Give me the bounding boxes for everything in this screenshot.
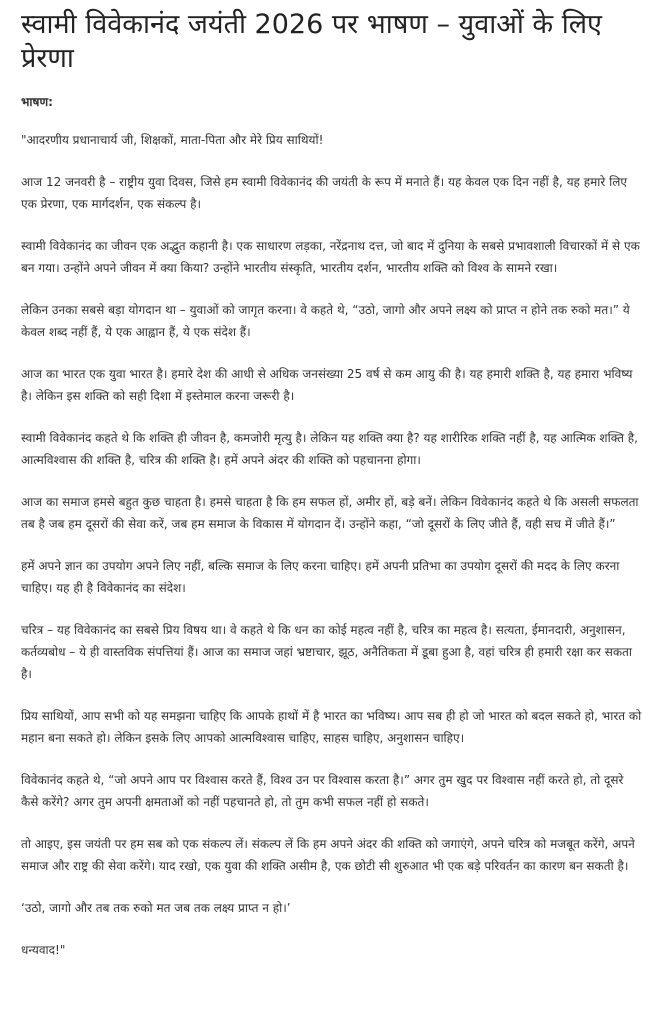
speech-paragraph-12: तो आइए, इस जयंती पर हम सब को एक संकल्प लें। संकल्प लें कि हम अपने अंदर की शक्ति को जगाएंगे, अपने चरित्र को मजबूत करेंगे, अपने समाज और राष्ट्र की सेवा करेंगे। याद रखो, एक युवा की शक्ति असीम है, एक छोटी सी शुरुआत भी एक बड़े परिवर्तन का कारण बन सकती है। xyxy=(21,837,635,873)
speech-paragraph-7: आज का समाज हमसे बहुत कुछ चाहता है। हमसे चाहता है कि हम सफल हों, अमीर हों, बड़े बनें। लेकिन विवेकानंद कहते थे कि असली सफलता तब है जब हम दूसरों की सेवा करें, जब हम समाज के विकास में योगदान दें। उन्होंने कहा, “जो दूसरों के लिए जीते हैं, वही सच में जीते हैं।” xyxy=(21,495,639,531)
speech-paragraph-4: लेकिन उनका सबसे बड़ा योगदान था – युवाओं को जागृत करना। वे कहते थे, “उठो, जागो और अपने लक्ष्य को प्राप्त न होने तक रुको मत।” ये केवल शब्द नहीं हैं, ये एक आह्वान हैं, ये एक संदेश हैं। xyxy=(21,303,630,339)
article xyxy=(0,8,661,961)
speech-paragraph-10: प्रिय साथियों, आप सभी को यह समझना चाहिए कि आपके हाथों में है भारत का भविष्य। आप सब ही हो जो भारत को बदल सकते हो, भारत को महान बना सकते हो। लेकिन इसके लिए आपको आत्मविश्वास चाहिए, साहस चाहिए, अनुशासन चाहिए। xyxy=(21,709,642,745)
speech-paragraph-5: आज का भारत एक युवा भारत है। हमारे देश की आधी से अधिक जनसंख्या 25 वर्ष से कम आयु की है। यह हमारी शक्ति है, यह हमारा भविष्य है। लेकिन इस शक्ति को सही दिशा में इस्तेमाल करना जरूरी है। xyxy=(21,367,633,403)
speech-paragraph-11: विवेकानंद कहते थे, “जो अपने आप पर विश्वास करते हैं, विश्व उन पर विश्वास करता है।” अगर तुम खुद पर विश्वास नहीं करते हो, तो दूसरे कैसे करेंगे? अगर तुम अपनी क्षमताओं को नहीं पहचानते हो, तो तुम कभी सफल नहीं हो सकते। xyxy=(21,773,624,809)
speech-paragraph-8: हमें अपने ज्ञान का उपयोग अपने लिए नहीं, बल्कि समाज के लिए करना चाहिए। हमें अपनी प्रतिभा का उपयोग दूसरों की मदद के लिए करना चाहिए। यह ही है विवेकानंद का संदेश। xyxy=(21,559,620,595)
speech-paragraph-2: आज 12 जनवरी है – राष्ट्रीय युवा दिवस, जिसे हम स्वामी विवेकानंद की जयंती के रूप में मनाते हैं। यह केवल एक दिन नहीं है, यह हमारे लिए एक प्रेरणा, एक मार्गदर्शन, एक संकल्प है। xyxy=(21,175,627,211)
speech-closing: धन्यवाद!" xyxy=(21,943,66,957)
speech-paragraph-1: "आदरणीय प्रधानाचार्य जी, शिक्षकों, माता-पिता और मेरे प्रिय साथियों! xyxy=(21,133,324,147)
speech-paragraph-6: स्वामी विवेकानंद कहते थे कि शक्ति ही जीवन है, कमजोरी मृत्यु है। लेकिन यह शक्ति क्या है? यह शारीरिक शक्ति नहीं है, यह आत्मिक शक्ति है, आत्मविश्वास की शक्ति है, चरित्र की शक्ति है। हमें अपने अंदर की शक्ति को पहचानना होगा। xyxy=(21,431,638,467)
speech-paragraph-13: ‘उठो, जागो और तब तक रुको मत जब तक लक्ष्य प्राप्त न हो।’ xyxy=(21,901,291,915)
speech-paragraph-9: चरित्र – यह विवेकानंद का सबसे प्रिय विषय था। वे कहते थे कि धन का कोई महत्व नहीं है, चरित्र का महत्व है। सत्यता, ईमानदारी, अनुशासन, कर्तव्यबोध – ये ही वास्तविक संपत्तियां हैं। आज का समाज जहां भ्रष्टाचार, झूठ, अनैतिकता में डूबा हुआ है, वहां चरित्र ही हमारी रक्षा कर सकता है। xyxy=(21,623,632,681)
speech-paragraph-3: स्वामी विवेकानंद का जीवन एक अद्भुत कहानी है। एक साधारण लड़का, नरेंद्रनाथ दत्त, जो बाद में दुनिया के सबसे प्रभावशाली विचारकों में से एक बन गया। उन्होंने अपने जीवन में क्या किया? उन्होंने भारतीय संस्कृति, भारतीय दर्शन, भारतीय शक्ति को विश्व के सामने रखा। xyxy=(21,239,640,275)
speech-label: भाषण: xyxy=(21,95,53,109)
page-title: स्वामी विवेकानंद जयंती 2026 पर भाषण – युवाओं के लिए प्रेरणा xyxy=(21,9,602,74)
